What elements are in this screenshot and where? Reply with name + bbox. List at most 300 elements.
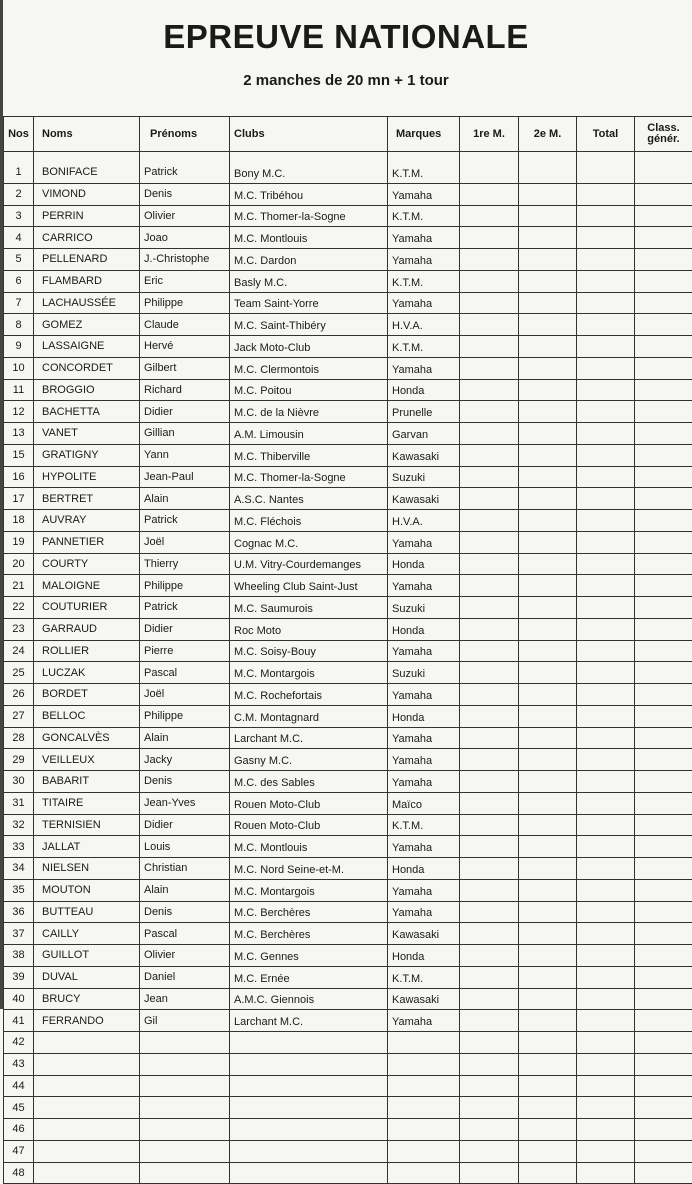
row-club: M.C. Berchères xyxy=(230,923,388,945)
row-manche-2 xyxy=(519,466,577,488)
row-manche-1 xyxy=(460,510,519,532)
row-manche-2 xyxy=(519,792,577,814)
row-club: M.C. Dardon xyxy=(230,249,388,271)
row-nom: GUILLOT xyxy=(34,945,140,967)
row-club: Cognac M.C. xyxy=(230,531,388,553)
row-total xyxy=(577,162,635,183)
row-number: 40 xyxy=(4,988,34,1010)
row-classement xyxy=(635,597,692,619)
page-subtitle: 2 manches de 20 mn + 1 tour xyxy=(0,72,692,89)
row-marque: K.T.M. xyxy=(388,205,460,227)
row-club: Bony M.C. xyxy=(230,162,388,183)
row-nom: GRATIGNY xyxy=(34,444,140,466)
row-total xyxy=(577,640,635,662)
row-total xyxy=(577,618,635,640)
row-nom: PELLENARD xyxy=(34,249,140,271)
row-prenom: Denis xyxy=(140,901,230,923)
row-number: 35 xyxy=(4,879,34,901)
row-classement xyxy=(635,901,692,923)
table-header-row xyxy=(4,117,692,152)
row-marque: Yamaha xyxy=(388,531,460,553)
table-row xyxy=(4,662,692,684)
row-classement xyxy=(635,1162,692,1184)
table-row xyxy=(4,205,692,227)
row-total xyxy=(577,466,635,488)
row-manche-1 xyxy=(460,205,519,227)
row-manche-1 xyxy=(460,988,519,1010)
header-manche-1: 1re M. xyxy=(460,117,519,152)
row-club: Team Saint-Yorre xyxy=(230,292,388,314)
row-prenom: Denis xyxy=(140,771,230,793)
row-manche-2 xyxy=(519,1032,577,1054)
row-manche-1 xyxy=(460,597,519,619)
row-total xyxy=(577,1162,635,1184)
row-manche-1 xyxy=(460,1140,519,1162)
row-manche-1 xyxy=(460,466,519,488)
row-marque xyxy=(388,1119,460,1141)
table-row xyxy=(4,966,692,988)
row-nom: FERRANDO xyxy=(34,1010,140,1032)
row-total xyxy=(577,945,635,967)
row-classement xyxy=(635,575,692,597)
row-manche-2 xyxy=(519,336,577,358)
row-total xyxy=(577,923,635,945)
row-total xyxy=(577,966,635,988)
row-nom: VEILLEUX xyxy=(34,749,140,771)
row-club: M.C. Berchères xyxy=(230,901,388,923)
row-nom: LASSAIGNE xyxy=(34,336,140,358)
row-manche-2 xyxy=(519,357,577,379)
header-noms: Noms xyxy=(34,117,140,152)
row-club xyxy=(230,1032,388,1054)
row-prenom: Patrick xyxy=(140,510,230,532)
row-classement xyxy=(635,336,692,358)
table-row xyxy=(4,314,692,336)
row-total xyxy=(577,292,635,314)
row-classement xyxy=(635,162,692,183)
row-classement xyxy=(635,749,692,771)
row-number: 44 xyxy=(4,1075,34,1097)
row-manche-1 xyxy=(460,618,519,640)
row-manche-2 xyxy=(519,771,577,793)
row-club: Wheeling Club Saint-Just xyxy=(230,575,388,597)
row-marque: Kawasaki xyxy=(388,488,460,510)
table-row xyxy=(4,1162,692,1184)
row-club: Gasny M.C. xyxy=(230,749,388,771)
row-number: 20 xyxy=(4,553,34,575)
row-prenom: Jean xyxy=(140,988,230,1010)
header-classement-line1: Class. xyxy=(647,122,679,134)
row-manche-2 xyxy=(519,901,577,923)
row-club: Rouen Moto-Club xyxy=(230,814,388,836)
row-nom: PERRIN xyxy=(34,205,140,227)
row-nom: LACHAUSSÉE xyxy=(34,292,140,314)
row-prenom: Daniel xyxy=(140,966,230,988)
row-club: M.C. Saint-Thibéry xyxy=(230,314,388,336)
row-prenom: Philippe xyxy=(140,575,230,597)
row-manche-1 xyxy=(460,553,519,575)
row-manche-1 xyxy=(460,531,519,553)
row-number: 15 xyxy=(4,444,34,466)
row-prenom: Thierry xyxy=(140,553,230,575)
row-marque xyxy=(388,1097,460,1119)
row-classement xyxy=(635,988,692,1010)
table-row xyxy=(4,553,692,575)
row-club: M.C. Montlouis xyxy=(230,227,388,249)
row-number: 3 xyxy=(4,205,34,227)
row-number: 45 xyxy=(4,1097,34,1119)
row-manche-2 xyxy=(519,988,577,1010)
row-manche-2 xyxy=(519,684,577,706)
row-club: A.S.C. Nantes xyxy=(230,488,388,510)
row-club: M.C. Gennes xyxy=(230,945,388,967)
row-prenom: Pascal xyxy=(140,923,230,945)
row-marque: K.T.M. xyxy=(388,336,460,358)
row-number: 39 xyxy=(4,966,34,988)
row-manche-2 xyxy=(519,836,577,858)
row-club: Larchant M.C. xyxy=(230,727,388,749)
row-total xyxy=(577,1097,635,1119)
row-club: M.C. Poitou xyxy=(230,379,388,401)
row-classement xyxy=(635,510,692,532)
row-prenom xyxy=(140,1140,230,1162)
row-nom: VIMOND xyxy=(34,183,140,205)
row-number: 37 xyxy=(4,923,34,945)
table-spacer-row xyxy=(4,152,692,163)
table-body xyxy=(4,152,692,1184)
table-row xyxy=(4,379,692,401)
table-row xyxy=(4,292,692,314)
row-manche-2 xyxy=(519,1162,577,1184)
row-marque xyxy=(388,1162,460,1184)
row-prenom: Alain xyxy=(140,488,230,510)
row-club: M.C. Ernée xyxy=(230,966,388,988)
row-club: M.C. de la Nièvre xyxy=(230,401,388,423)
row-classement xyxy=(635,292,692,314)
row-club: U.M. Vitry-Courdemanges xyxy=(230,553,388,575)
row-prenom: Claude xyxy=(140,314,230,336)
row-marque: Yamaha xyxy=(388,575,460,597)
row-nom: GARRAUD xyxy=(34,618,140,640)
row-club xyxy=(230,1162,388,1184)
row-total xyxy=(577,488,635,510)
table-row xyxy=(4,792,692,814)
row-manche-2 xyxy=(519,945,577,967)
row-club: Rouen Moto-Club xyxy=(230,792,388,814)
row-nom: BRUCY xyxy=(34,988,140,1010)
row-marque: Honda xyxy=(388,553,460,575)
row-manche-1 xyxy=(460,705,519,727)
row-classement xyxy=(635,314,692,336)
header-clubs: Clubs xyxy=(230,117,388,152)
row-marque xyxy=(388,1032,460,1054)
row-manche-1 xyxy=(460,792,519,814)
table-row xyxy=(4,357,692,379)
row-prenom xyxy=(140,1162,230,1184)
row-nom: BORDET xyxy=(34,684,140,706)
row-marque: H.V.A. xyxy=(388,314,460,336)
row-prenom: Didier xyxy=(140,401,230,423)
row-prenom: Hervé xyxy=(140,336,230,358)
row-total xyxy=(577,336,635,358)
row-classement xyxy=(635,1010,692,1032)
table-row xyxy=(4,901,692,923)
row-prenom: Eric xyxy=(140,270,230,292)
header-classement-line2: génér. xyxy=(647,133,679,145)
table-row xyxy=(4,488,692,510)
row-classement xyxy=(635,640,692,662)
row-nom: TITAIRE xyxy=(34,792,140,814)
row-marque: Yamaha xyxy=(388,1010,460,1032)
table-row xyxy=(4,945,692,967)
row-manche-1 xyxy=(460,488,519,510)
row-manche-2 xyxy=(519,662,577,684)
row-manche-1 xyxy=(460,444,519,466)
row-nom: NIELSEN xyxy=(34,858,140,880)
row-classement xyxy=(635,270,692,292)
row-number: 5 xyxy=(4,249,34,271)
table-row xyxy=(4,466,692,488)
table-row xyxy=(4,1119,692,1141)
row-marque: Kawasaki xyxy=(388,923,460,945)
row-classement xyxy=(635,945,692,967)
row-number: 23 xyxy=(4,618,34,640)
row-club: M.C. Tribéhou xyxy=(230,183,388,205)
row-prenom: Pascal xyxy=(140,662,230,684)
row-manche-1 xyxy=(460,270,519,292)
row-total xyxy=(577,270,635,292)
row-club: M.C. Montargois xyxy=(230,662,388,684)
table-row xyxy=(4,183,692,205)
row-number: 10 xyxy=(4,357,34,379)
row-classement xyxy=(635,183,692,205)
row-classement xyxy=(635,423,692,445)
row-classement xyxy=(635,792,692,814)
row-total xyxy=(577,836,635,858)
row-number: 26 xyxy=(4,684,34,706)
row-marque: Yamaha xyxy=(388,640,460,662)
row-club: M.C. Montlouis xyxy=(230,836,388,858)
row-marque: Yamaha xyxy=(388,749,460,771)
row-manche-1 xyxy=(460,292,519,314)
row-number: 9 xyxy=(4,336,34,358)
table-row xyxy=(4,510,692,532)
row-prenom: Olivier xyxy=(140,945,230,967)
row-manche-1 xyxy=(460,357,519,379)
row-total xyxy=(577,749,635,771)
row-number: 2 xyxy=(4,183,34,205)
row-total xyxy=(577,988,635,1010)
row-manche-2 xyxy=(519,858,577,880)
row-classement xyxy=(635,727,692,749)
row-prenom: Joël xyxy=(140,684,230,706)
row-classement xyxy=(635,923,692,945)
row-manche-2 xyxy=(519,314,577,336)
row-nom: GOMEZ xyxy=(34,314,140,336)
table-row xyxy=(4,705,692,727)
row-manche-2 xyxy=(519,401,577,423)
row-number: 12 xyxy=(4,401,34,423)
row-manche-1 xyxy=(460,749,519,771)
row-prenom: Philippe xyxy=(140,292,230,314)
row-nom: TERNISIEN xyxy=(34,814,140,836)
row-nom xyxy=(34,1032,140,1054)
row-classement xyxy=(635,684,692,706)
row-club: M.C. des Sables xyxy=(230,771,388,793)
row-nom: ROLLIER xyxy=(34,640,140,662)
row-marque: K.T.M. xyxy=(388,966,460,988)
row-number: 18 xyxy=(4,510,34,532)
table-row xyxy=(4,858,692,880)
row-prenom: Philippe xyxy=(140,705,230,727)
row-manche-1 xyxy=(460,379,519,401)
row-total xyxy=(577,597,635,619)
row-manche-1 xyxy=(460,727,519,749)
row-manche-2 xyxy=(519,227,577,249)
row-classement xyxy=(635,357,692,379)
row-manche-1 xyxy=(460,227,519,249)
row-total xyxy=(577,1075,635,1097)
row-manche-2 xyxy=(519,640,577,662)
row-nom: BUTTEAU xyxy=(34,901,140,923)
row-marque: H.V.A. xyxy=(388,510,460,532)
row-total xyxy=(577,879,635,901)
row-marque: Kawasaki xyxy=(388,444,460,466)
row-total xyxy=(577,1119,635,1141)
row-marque: Yamaha xyxy=(388,357,460,379)
row-manche-2 xyxy=(519,1075,577,1097)
row-nom: BELLOC xyxy=(34,705,140,727)
row-number: 8 xyxy=(4,314,34,336)
row-club: Jack Moto-Club xyxy=(230,336,388,358)
row-club: M.C. Thiberville xyxy=(230,444,388,466)
table-row xyxy=(4,1010,692,1032)
row-number: 46 xyxy=(4,1119,34,1141)
row-marque: Yamaha xyxy=(388,183,460,205)
row-club: Larchant M.C. xyxy=(230,1010,388,1032)
row-marque: Suzuki xyxy=(388,466,460,488)
row-marque: Suzuki xyxy=(388,597,460,619)
row-number: 22 xyxy=(4,597,34,619)
row-classement xyxy=(635,1140,692,1162)
row-prenom xyxy=(140,1097,230,1119)
row-prenom: Patrick xyxy=(140,597,230,619)
header-prenoms: Prénoms xyxy=(140,117,230,152)
row-club xyxy=(230,1140,388,1162)
table-row xyxy=(4,1053,692,1075)
row-manche-2 xyxy=(519,292,577,314)
row-prenom: Patrick xyxy=(140,162,230,183)
table-row xyxy=(4,575,692,597)
table-row xyxy=(4,923,692,945)
table-row xyxy=(4,227,692,249)
row-manche-2 xyxy=(519,553,577,575)
header-total: Total xyxy=(577,117,635,152)
row-total xyxy=(577,227,635,249)
row-nom xyxy=(34,1053,140,1075)
row-total xyxy=(577,357,635,379)
row-club xyxy=(230,1119,388,1141)
row-marque: Garvan xyxy=(388,423,460,445)
row-manche-1 xyxy=(460,901,519,923)
row-manche-1 xyxy=(460,662,519,684)
row-club: M.C. Saumurois xyxy=(230,597,388,619)
row-number: 1 xyxy=(4,162,34,183)
row-total xyxy=(577,249,635,271)
row-club: M.C. Fléchois xyxy=(230,510,388,532)
page-title: EPREUVE NATIONALE xyxy=(0,18,692,56)
row-manche-1 xyxy=(460,314,519,336)
row-club: M.C. Clermontois xyxy=(230,357,388,379)
row-manche-2 xyxy=(519,379,577,401)
row-number: 30 xyxy=(4,771,34,793)
row-nom: GONCALVÈS xyxy=(34,727,140,749)
row-prenom: Olivier xyxy=(140,205,230,227)
row-marque xyxy=(388,1140,460,1162)
row-number: 28 xyxy=(4,727,34,749)
row-manche-2 xyxy=(519,162,577,183)
row-classement xyxy=(635,1053,692,1075)
row-nom: HYPOLITE xyxy=(34,466,140,488)
row-manche-2 xyxy=(519,444,577,466)
row-total xyxy=(577,705,635,727)
row-number: 21 xyxy=(4,575,34,597)
row-manche-2 xyxy=(519,879,577,901)
row-total xyxy=(577,858,635,880)
row-number: 17 xyxy=(4,488,34,510)
table-row xyxy=(4,771,692,793)
row-classement xyxy=(635,1119,692,1141)
table-row xyxy=(4,1075,692,1097)
row-marque: Yamaha xyxy=(388,249,460,271)
row-manche-1 xyxy=(460,945,519,967)
row-nom: CONCORDET xyxy=(34,357,140,379)
table-row xyxy=(4,1097,692,1119)
row-marque: K.T.M. xyxy=(388,270,460,292)
row-classement xyxy=(635,705,692,727)
row-classement xyxy=(635,205,692,227)
row-nom xyxy=(34,1162,140,1184)
row-club: Basly M.C. xyxy=(230,270,388,292)
row-marque: Yamaha xyxy=(388,227,460,249)
row-manche-1 xyxy=(460,1053,519,1075)
row-marque: Yamaha xyxy=(388,836,460,858)
row-manche-2 xyxy=(519,270,577,292)
row-manche-1 xyxy=(460,640,519,662)
row-club: M.C. Soisy-Bouy xyxy=(230,640,388,662)
row-total xyxy=(577,792,635,814)
row-classement xyxy=(635,771,692,793)
row-total xyxy=(577,553,635,575)
row-club: C.M. Montagnard xyxy=(230,705,388,727)
row-prenom xyxy=(140,1119,230,1141)
header-no: Nos xyxy=(4,117,34,152)
row-number: 38 xyxy=(4,945,34,967)
row-prenom: Didier xyxy=(140,814,230,836)
row-manche-2 xyxy=(519,1140,577,1162)
row-total xyxy=(577,662,635,684)
row-total xyxy=(577,205,635,227)
row-manche-1 xyxy=(460,401,519,423)
row-prenom: Yann xyxy=(140,444,230,466)
row-total xyxy=(577,814,635,836)
row-number: 19 xyxy=(4,531,34,553)
row-classement xyxy=(635,1032,692,1054)
row-number: 31 xyxy=(4,792,34,814)
row-nom: FLAMBARD xyxy=(34,270,140,292)
row-prenom: Christian xyxy=(140,858,230,880)
row-number: 33 xyxy=(4,836,34,858)
